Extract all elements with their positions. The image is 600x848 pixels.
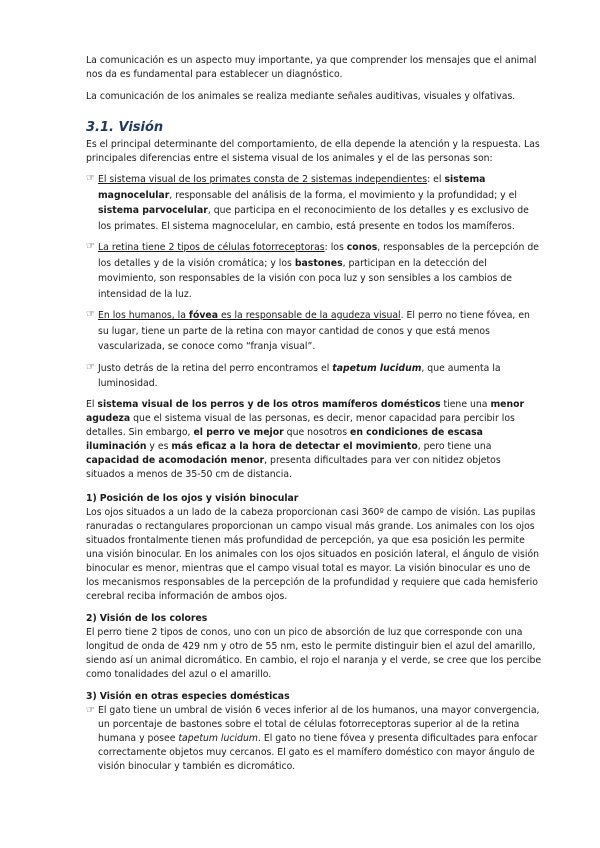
summary-paragraph: El sistema visual de los perros y de los otros mamíferos domésticos tiene una menor agudeza que el sistema visual de las personas, es decir, menor capacidad para percibir los detalles. Sin embargo, el perro ve mejor que nosotros en condiciones de escasa iluminación y es más eficaz a la hora de detectar el movimiento, pero tiene una capacidad de acomodación menor, presenta dificultades para ver con nitidez objetos situados a menos de 35-50 cm de distancia. [86, 398, 525, 480]
subsection-heading-3: 3) Visión en otras especies domésticas [86, 690, 290, 702]
bullet-primates [86, 172, 542, 234]
bullet-text: Justo detrás de la retina del perro encontramos el tapetum lucidum, que aumenta la luminosidad. [98, 362, 501, 389]
bullet-text: El sistema visual de los primates consta de 2 sistemas independientes: el sistema magnocelular, responsable del análisis de la forma, el movimiento y la profundidad; y el sistema parvocelular, que participa en el reconocimiento de los detalles y es exclusivo de los primates. El sistema magnocelular, en cambio, está presente en todos los mamíferos. [98, 174, 529, 232]
pointing-hand-icon: ☞ [86, 704, 95, 716]
pointing-hand-icon: ☞ [86, 309, 95, 320]
subsection-text-2: El perro tiene 2 tipos de conos, uno con un pico de absorción de luz que corresponde con una longitud de onda de 429 nm y otro de 55 nm, esto le permite distinguir bien el azul del amarillo, siendo así un animal dicromático. En cambio, el rojo el naranja y el verde, se cree que los percibe como tonalidades del azul o el amarillo. [86, 626, 542, 680]
subsection-text-3: El gato tiene un umbral de visión 6 veces inferior al de los humanos, una mayor convergencia, un porcentaje de bastones sobre el total de células fotorreceptoras superior al de la retina humana y posee tapetum lucidum. El gato no tiene fóvea y presenta dificultades para enfocar correctamente objetos muy cercanos. El gato es el mamífero doméstico con mayor ángulo de visión binocular y también es dicromático. [98, 704, 540, 772]
intro-paragraph-1: La comunicación es un aspecto muy importante, ya que comprender los mensajes que el animal nos da es fundamental para establecer un diagnóstico. [86, 55, 537, 80]
bullet-text: En los humanos, la fóvea es la responsable de la agudeza visual. El perro no tiene fóvea, en su lugar, tiene un parte de la retina con mayor cantidad de conos y que está menos vascularizada, se conoce como “franja visual”. [98, 310, 530, 352]
intro-paragraph-2: La comunicación de los animales se realiza mediante señales auditivas, visuales y olfativas. [86, 91, 516, 102]
pointing-hand-icon: ☞ [86, 361, 95, 373]
subsection-heading-1: 1) Posición de los ojos y visión binocular [86, 492, 299, 504]
bullet-fovea [86, 308, 542, 355]
subsection-item-cat [86, 704, 542, 774]
subsection-heading-2: 2) Visión de los colores [86, 612, 208, 624]
pointing-hand-icon: ☞ [86, 173, 95, 184]
bullet-retina [86, 240, 542, 302]
bullet-text: La retina tiene 2 tipos de células fotorreceptoras: los conos, responsables de la percepción de los detalles y de la visión cromática; y los bastones, participan en la detección del movimiento, son responsables de la visión con poca luz y son sensibles a los cambios de intensidad de la luz. [98, 242, 539, 300]
document-content [86, 54, 542, 774]
subsection-text-1: Los ojos situados a un lado de la cabeza proporcionan casi 360º de campo de visión. Las pupilas ranuradas o rectangulares proporcionan un campo visual más grande. Los animales con los ojos situados frontalmente tienen más profundidad de percepción, ya que esa posición les permite una visión binocular. En los animales con los ojos situados en posición lateral, el ángulo de visión binocular es menor, mientras que el campo visual total es mayor. La visión binocular es uno de los mecanismos responsables de la percepción de la profundidad y requiere que cada hemisferio cerebral reciba información de ambos ojos. [86, 506, 540, 602]
bullet-tapetum [86, 361, 542, 392]
section-heading: 3.1. Visión [86, 120, 164, 135]
pointing-hand-icon: ☞ [86, 241, 95, 252]
section-intro-paragraph: Es el principal determinante del comportamiento, de ella depende la atención y la respuesta. Las principales diferencias entre el sistema visual de los animales y el de las personas son: [86, 139, 540, 164]
